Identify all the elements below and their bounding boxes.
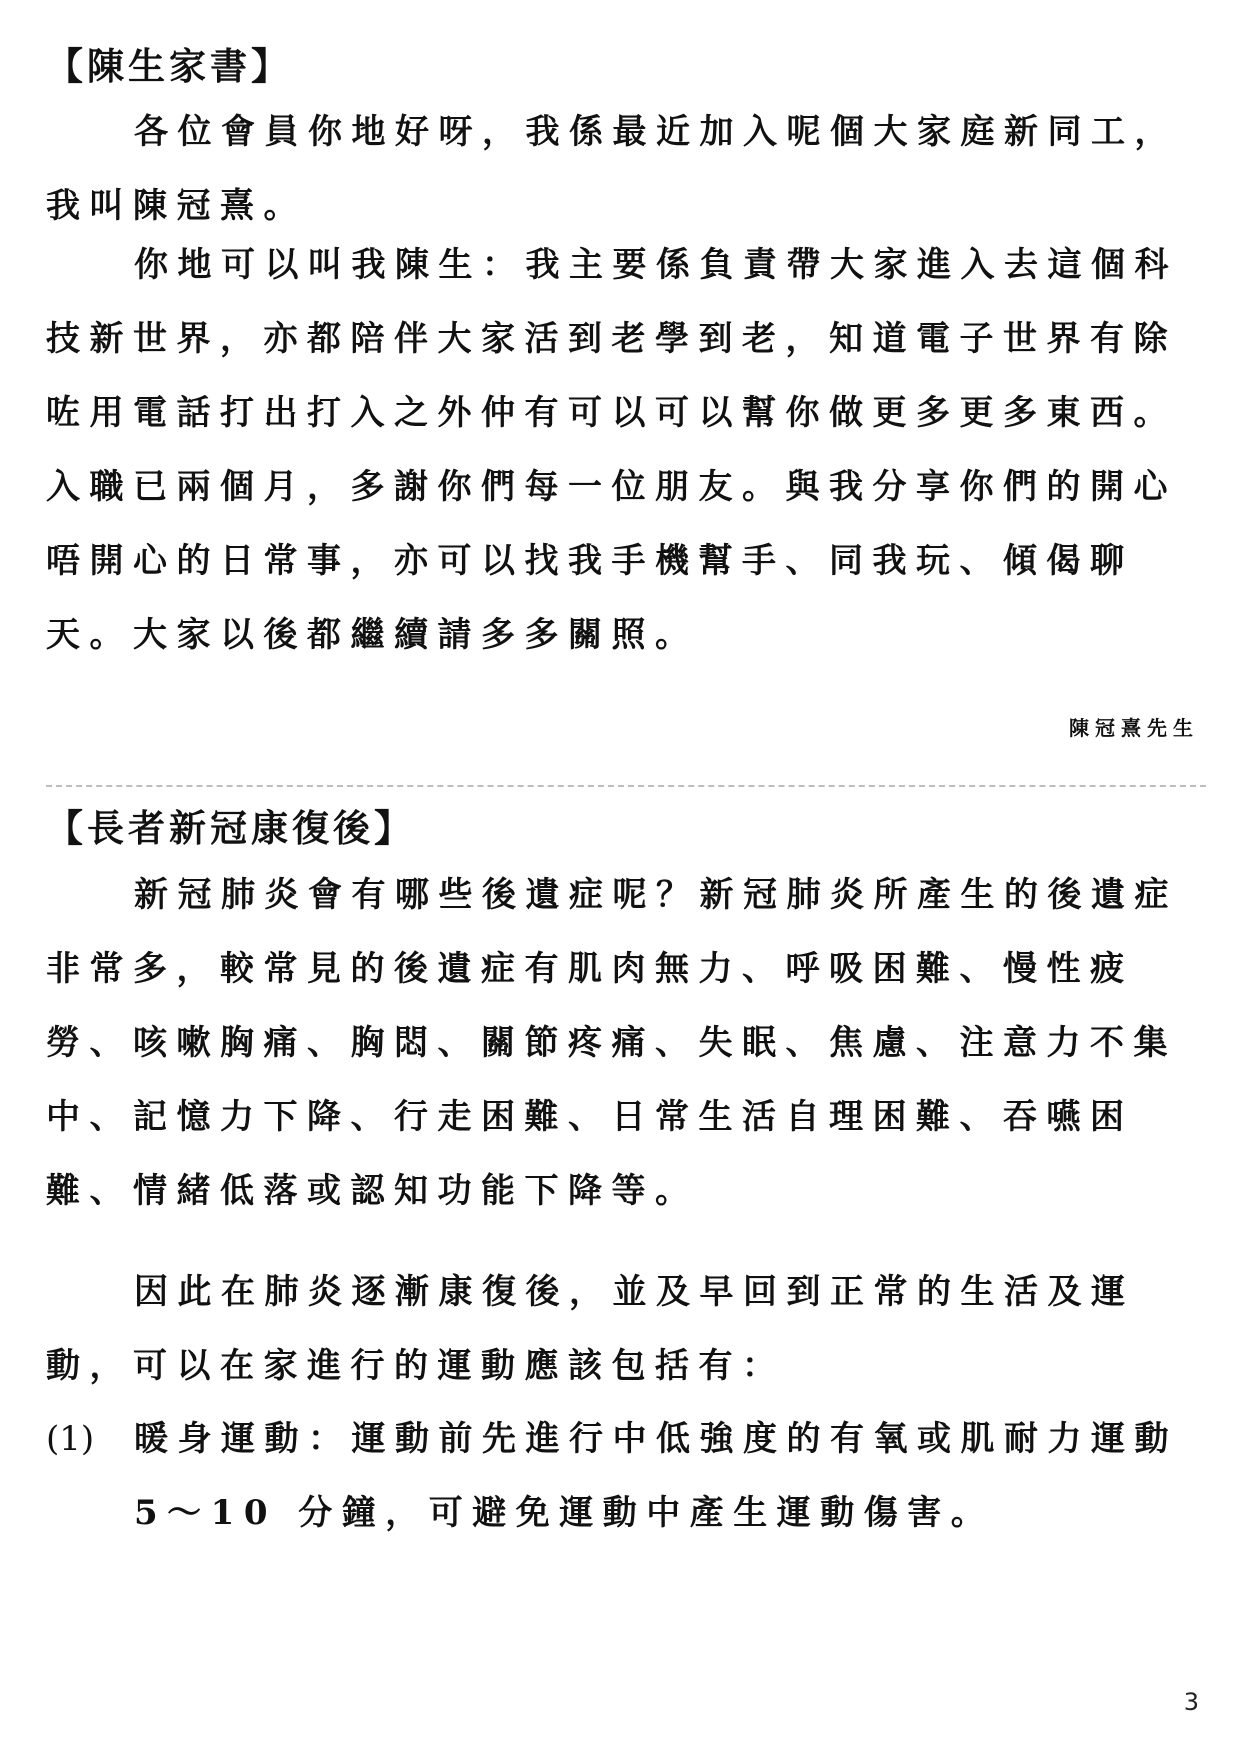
paragraph-line: 非常多，較常見的後遺症有肌肉無力、呼吸困難、慢性疲: [46, 949, 1134, 989]
exercise-list-item: [46, 1402, 1178, 1550]
paragraph-line: 入職已兩個月，多謝你們每一位朋友。與我分享你們的開心: [46, 467, 1177, 507]
paragraph-line: 新冠肺炎會有哪些後遺症呢？新冠肺炎所產生的後遺症: [134, 875, 1178, 915]
letter-body-paragraph: [46, 228, 1178, 672]
letter-intro-paragraph: [46, 95, 1178, 243]
paragraph-line: 咗用電話打出打入之外仲有可以可以幫你做更多更多東西。: [46, 393, 1177, 433]
paragraph-line: 勞、咳嗽胸痛、胸悶、關節疼痛、失眠、焦慮、注意力不集: [46, 1023, 1177, 1063]
page-number: 3: [1183, 1688, 1199, 1716]
paragraph-line: 各位會員你地好呀，我係最近加入呢個大家庭新同工，: [134, 112, 1178, 152]
covid-sequelae-paragraph: [46, 858, 1178, 1228]
paragraph-line: 因此在肺炎逐漸康復後，並及早回到正常的生活及運: [134, 1272, 1135, 1312]
exercise-intro-paragraph: [46, 1255, 1135, 1403]
section-heading-letter: 【陳生家書】: [46, 44, 292, 88]
section-heading-covid-recovery: 【長者新冠康復後】: [46, 806, 415, 850]
list-item-line: 5～10 分鐘，可避免運動中產生運動傷害。: [134, 1493, 995, 1533]
paragraph-line: 你地可以叫我陳生：我主要係負責帶大家進入去這個科: [134, 245, 1178, 285]
paragraph-line: 難、情緒低落或認知功能下降等。: [46, 1171, 699, 1211]
section-divider: [46, 785, 1206, 787]
paragraph-line: 唔開心的日常事，亦可以找我手機幫手、同我玩、傾偈聊: [46, 541, 1134, 581]
paragraph-line: 技新世界，亦都陪伴大家活到老學到老，知道電子世界有除: [46, 319, 1177, 359]
paragraph-line: 中、記憶力下降、行走困難、日常生活自理困難、吞嚥困: [46, 1097, 1134, 1137]
letter-signature: 陳冠熹先生: [1069, 716, 1199, 740]
list-item-line: 暖身運動：運動前先進行中低強度的有氧或肌耐力運動: [134, 1419, 1178, 1459]
paragraph-line: 動，可以在家進行的運動應該包括有：: [46, 1346, 786, 1386]
paragraph-line: 我叫陳冠熹。: [46, 186, 307, 226]
paragraph-line: 天。大家以後都繼續請多多關照。: [46, 615, 699, 655]
list-item-number: (1): [46, 1419, 95, 1459]
